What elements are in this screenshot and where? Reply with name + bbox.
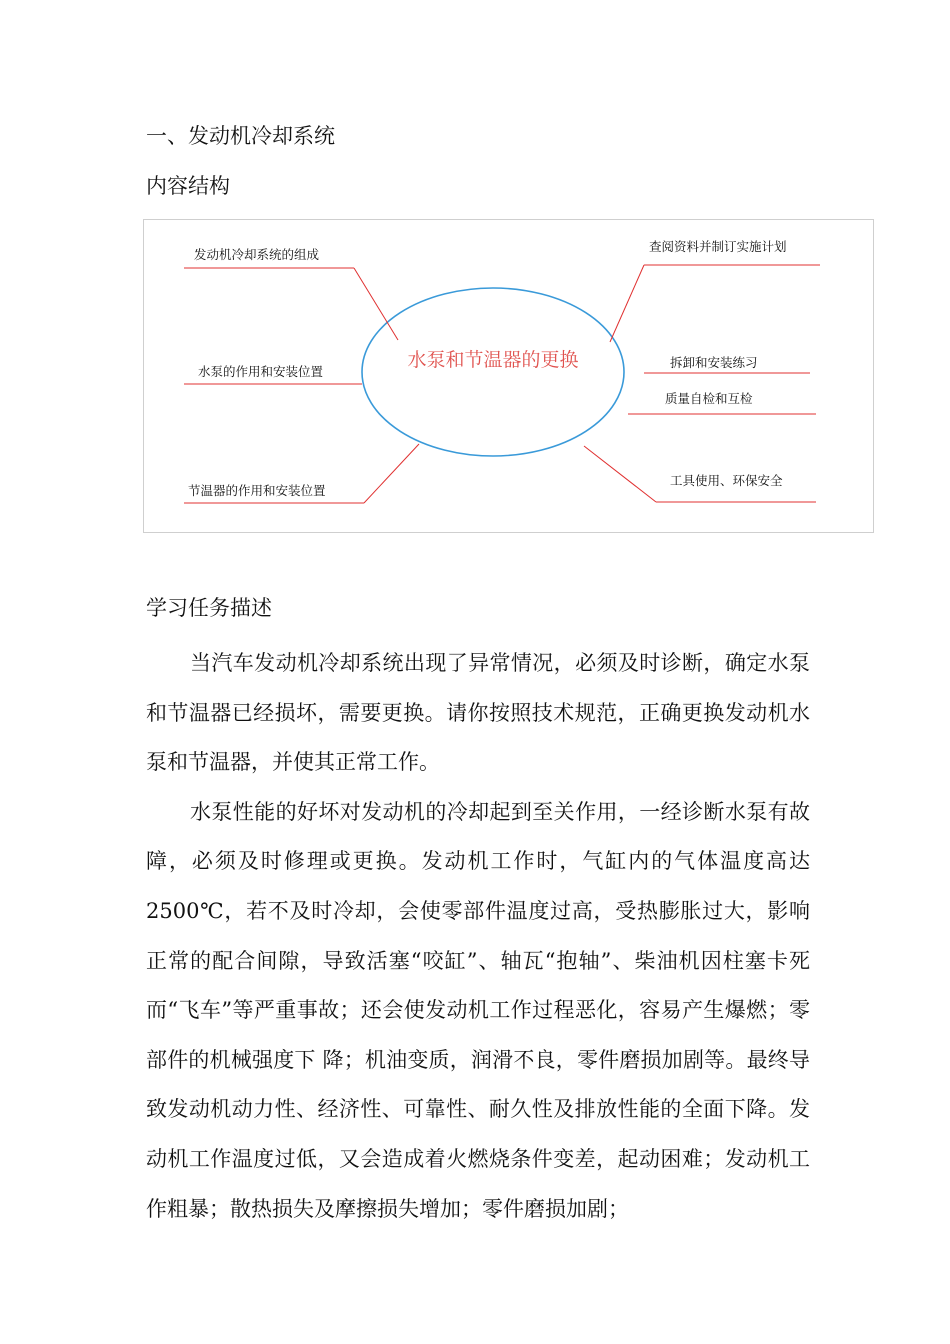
branch-disassembly-practice: 拆卸和安装练习 (670, 355, 758, 370)
mindmap-diagram (143, 219, 874, 533)
connector-right-4-diag (584, 446, 656, 502)
connector-right-1-diag (610, 265, 644, 342)
branch-water-pump-function: 水泵的作用和安装位置 (198, 364, 324, 379)
center-topic: 水泵和节温器的更换 (407, 349, 579, 371)
connector-left-3-diag (364, 444, 419, 503)
section-title: 一、发动机冷却系统 (146, 124, 335, 148)
branch-plan: 查阅资料并制订实施计划 (649, 239, 787, 254)
connector-left-1-diag (354, 268, 398, 340)
branch-thermostat-function: 节温器的作用和安装位置 (188, 483, 326, 498)
content-structure-heading: 内容结构 (146, 174, 230, 198)
paragraph-1: 当汽车发动机冷却系统出现了异常情况，必须及时诊断，确定水泵和节温器已经损坏，需要更换。请你按照技术规范，正确更换发动机水泵和节温器，并使其正常工作。 (146, 651, 810, 775)
task-description (146, 639, 810, 1234)
task-heading: 学习任务描述 (146, 596, 272, 620)
paragraph-2: 水泵性能的好坏对发动机的冷却起到至关作用，一经诊断水泵有故障，必须及时修理或更换。发动机工作时，气缸内的气体温度高达2500℃，若不及时冷却，会使零部件温度过高，受热膨胀过大，影响正常的配合间隙，导致活塞“咬缸”、轴瓦“抱轴”、柴油机因柱塞卡死而“飞车”等严重事故；还会使发动机工作过程恶化，容易产生爆燃；零部件的机械强度下 降；机油变质，润滑不良，零件磨损加剧等。最终导致发动机动力性、经济性、可靠性、耐久性及排放性能的全面下降。发动机工作温度过低，又会造成着火燃烧条件变差，起动困难；发动机工作粗暴；散热损失及摩擦损失增加；零件磨损加剧； (146, 799, 810, 1221)
center-ellipse (362, 288, 624, 456)
branch-cooling-system-composition: 发动机冷却系统的组成 (194, 247, 320, 262)
branch-tools-safety: 工具使用、环保安全 (670, 473, 783, 488)
branch-quality-check: 质量自检和互检 (665, 391, 753, 406)
